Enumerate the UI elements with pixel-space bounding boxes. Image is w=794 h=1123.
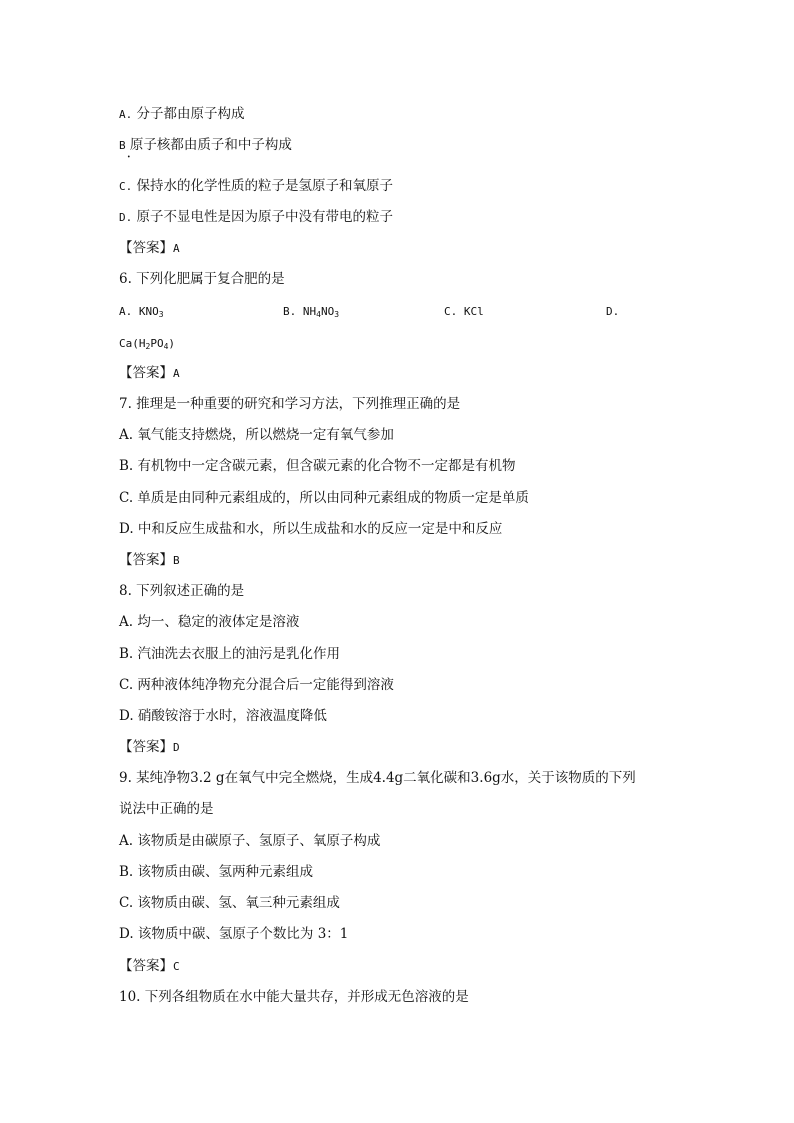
q5-answer [119,239,180,258]
q9-stem-line-2: 说法中正确的是 [119,801,214,817]
q9-option-a: A. 该物质是由碳原子、氢原子、氧原子构成 [119,833,381,849]
q5-option-c [119,177,393,196]
q5-option-b [119,136,292,155]
q6-option-d-part-2: PO [150,337,164,350]
q6-answer-label: 【答案】 [119,365,173,381]
q6-option-c-label: C. [444,305,458,318]
q6-option-b-label: B. [283,305,297,318]
q6-answer-value: A [173,367,180,380]
q5-option-c-text: 保持水的化学性质的粒子是氢原子和氧原子 [136,178,394,194]
q6-option-a-formula: KNO [138,305,159,318]
q6-option-b-formula-2: NO [320,305,335,318]
stray-dot: • [127,154,131,161]
q5-option-b-label: B [119,139,126,152]
q9-answer-value: C [173,960,180,973]
q9-option-c: C. 该物质由碳、氢、氧三种元素组成 [119,895,340,911]
q5-option-d [119,208,393,227]
q6-option-b-sub-2: 3 [334,310,340,319]
q7-option-a: A. 氧气能支持燃烧，所以燃烧一定有氧气参加 [119,427,394,443]
q7-answer-value: B [173,554,180,567]
q5-option-a [119,105,245,124]
q6-option-d-formula [119,335,175,356]
q6-option-a-sub: 3 [158,310,164,319]
q6-option-d-sub-1: 2 [145,342,151,351]
q7-answer [119,551,180,570]
q5-option-a-text: 分子都由原子构成 [136,106,245,122]
q6-option-a [119,303,164,324]
q8-option-a: A. 均一、稳定的液体定是溶液 [119,614,300,630]
q9-answer-label: 【答案】 [119,958,173,974]
q6-option-d-sub-2: 4 [163,342,169,351]
q5-option-a-label: A. [119,108,133,121]
q6-option-d-part-1: Ca(H [119,337,146,350]
q6-answer [119,364,180,383]
q6-option-c-formula: KCl [463,305,484,318]
q7-stem: 7. 推理是一种重要的研究和学习方法，下列推理正确的是 [119,396,461,412]
q7-option-b: B. 有机物中一定含碳元素，但含碳元素的化合物不一定都是有机物 [119,458,516,474]
q5-option-d-text: 原子不显电性是因为原子中没有带电的粒子 [136,209,394,225]
q9-answer [119,957,180,976]
q6-option-b [283,303,339,324]
q10-stem: 10. 下列各组物质在水中能大量共存，并形成无色溶液的是 [119,989,469,1005]
q6-option-a-label: A. [119,305,133,318]
q6-option-b-sub-1: 4 [316,310,321,319]
q6-stem: 6. 下列化肥属于复合肥的是 [119,271,285,287]
q6-option-c [444,303,484,321]
q5-option-c-label: C. [119,180,133,193]
q7-option-c: C. 单质是由同种元素组成的，所以由同种元素组成的物质一定是单质 [119,490,529,506]
q7-answer-label: 【答案】 [119,552,173,568]
q7-option-d: D. 中和反应生成盐和水，所以生成盐和水的反应一定是中和反应 [119,521,503,537]
q8-option-b: B. 汽油洗去衣服上的油污是乳化作用 [119,646,341,662]
q6-option-b-formula-1: NH [302,305,317,318]
q8-option-c: C. 两种液体纯净物充分混合后一定能得到溶液 [119,677,394,693]
q6-option-d-label: D. [606,305,620,318]
q9-stem-line-1: 9. 某纯净物3.2 g在氧气中完全燃烧，生成4.4g二氧化碳和3.6g水，关于该物质的下列 [119,770,636,786]
q5-option-b-text: 原子核都由质子和中子构成 [129,137,292,153]
q9-option-d: D. 该物质中碳、氢原子个数比为 3：1 [119,926,349,942]
q6-option-d-part-3: ) [168,337,176,350]
q8-option-d: D. 硝酸铵溶于水时，溶液温度降低 [119,708,327,724]
q8-answer-value: D [173,741,180,754]
q5-option-d-label: D. [119,211,133,224]
q8-answer [119,738,180,757]
q8-answer-label: 【答案】 [119,739,173,755]
q8-stem: 8. 下列叙述正确的是 [119,583,245,599]
q5-answer-label: 【答案】 [119,240,173,256]
q9-option-b: B. 该物质由碳、氢两种元素组成 [119,864,314,880]
q5-answer-value: A [173,242,180,255]
